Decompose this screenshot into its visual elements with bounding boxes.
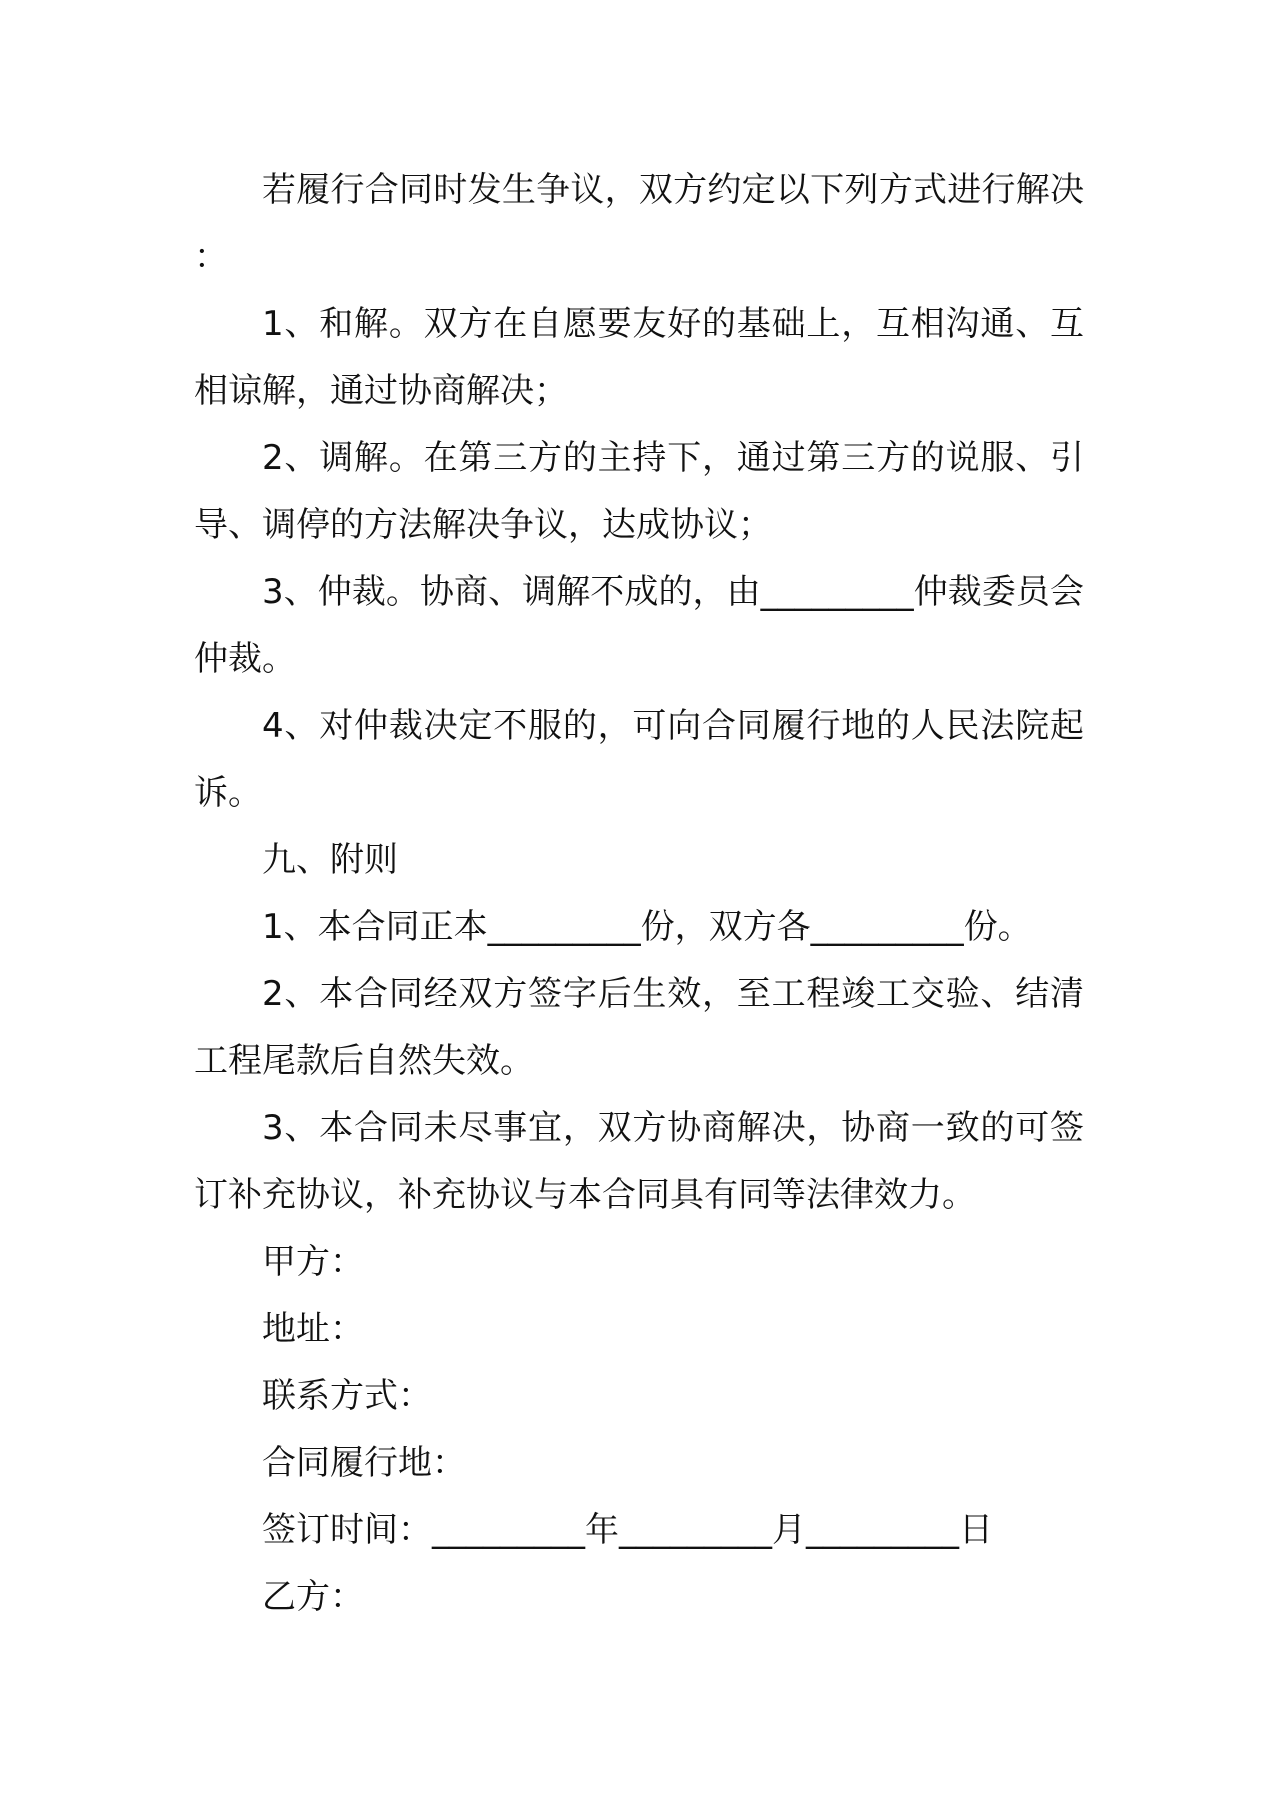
signing-date-line: 签订时间：_________年_________月_________日	[262, 1510, 993, 1550]
appendix-item-supplementary-line-2: 订补充协议，补充协议与本合同具有同等法律效力。	[194, 1175, 976, 1215]
section-heading-appendix: 九、附则	[262, 840, 398, 880]
dispute-resolution-intro-line-1: 若履行合同时发生争议，双方约定以下列方式进行解决	[262, 170, 1084, 210]
clause-litigation-line-2: 诉。	[194, 773, 262, 813]
clause-arbitration	[194, 559, 1084, 693]
appendix-item-copies	[194, 894, 1084, 961]
clause-settlement-line-2: 相谅解，通过协商解决；	[194, 371, 568, 411]
dispute-resolution-intro	[194, 157, 1084, 291]
appendix-item-effectiveness	[194, 961, 1084, 1095]
clause-litigation	[194, 693, 1084, 827]
appendix-item-supplementary-line-1: 3、本合同未尽事宜，双方协商解决，协商一致的可签	[262, 1108, 1084, 1148]
appendix-item-effectiveness-line-1: 2、本合同经双方签字后生效，至工程竣工交验、结清	[262, 974, 1084, 1014]
clause-arbitration-line-2: 仲裁。	[194, 639, 296, 679]
party-a-label: 甲方：	[262, 1242, 364, 1282]
document-body	[194, 157, 1084, 1631]
signature-block	[194, 1229, 1084, 1631]
contact-label: 联系方式：	[262, 1376, 432, 1416]
appendix-item-supplementary	[194, 1095, 1084, 1229]
appendix-item-effectiveness-line-2: 工程尾款后自然失效。	[194, 1041, 534, 1081]
address-label: 地址：	[262, 1309, 364, 1349]
performance-place-label: 合同履行地：	[262, 1443, 466, 1483]
clause-arbitration-line-1: 3、仲裁。协商、调解不成的，由_________仲裁委员会	[262, 572, 1084, 612]
appendix-item-copies-line-1: 1、本合同正本_________份，双方各_________份。	[262, 907, 1032, 947]
clause-mediation-line-1: 2、调解。在第三方的主持下，通过第三方的说服、引	[262, 438, 1084, 478]
clause-mediation	[194, 425, 1084, 559]
party-b-label: 乙方：	[262, 1577, 364, 1617]
clause-settlement	[194, 291, 1084, 425]
dispute-resolution-intro-line-2: ：	[194, 237, 228, 277]
clause-litigation-line-1: 4、对仲裁决定不服的，可向合同履行地的人民法院起	[262, 706, 1084, 746]
clause-mediation-line-2: 导、调停的方法解决争议，达成协议；	[194, 505, 772, 545]
clause-settlement-line-1: 1、和解。双方在自愿要友好的基础上，互相沟通、互	[262, 304, 1084, 344]
